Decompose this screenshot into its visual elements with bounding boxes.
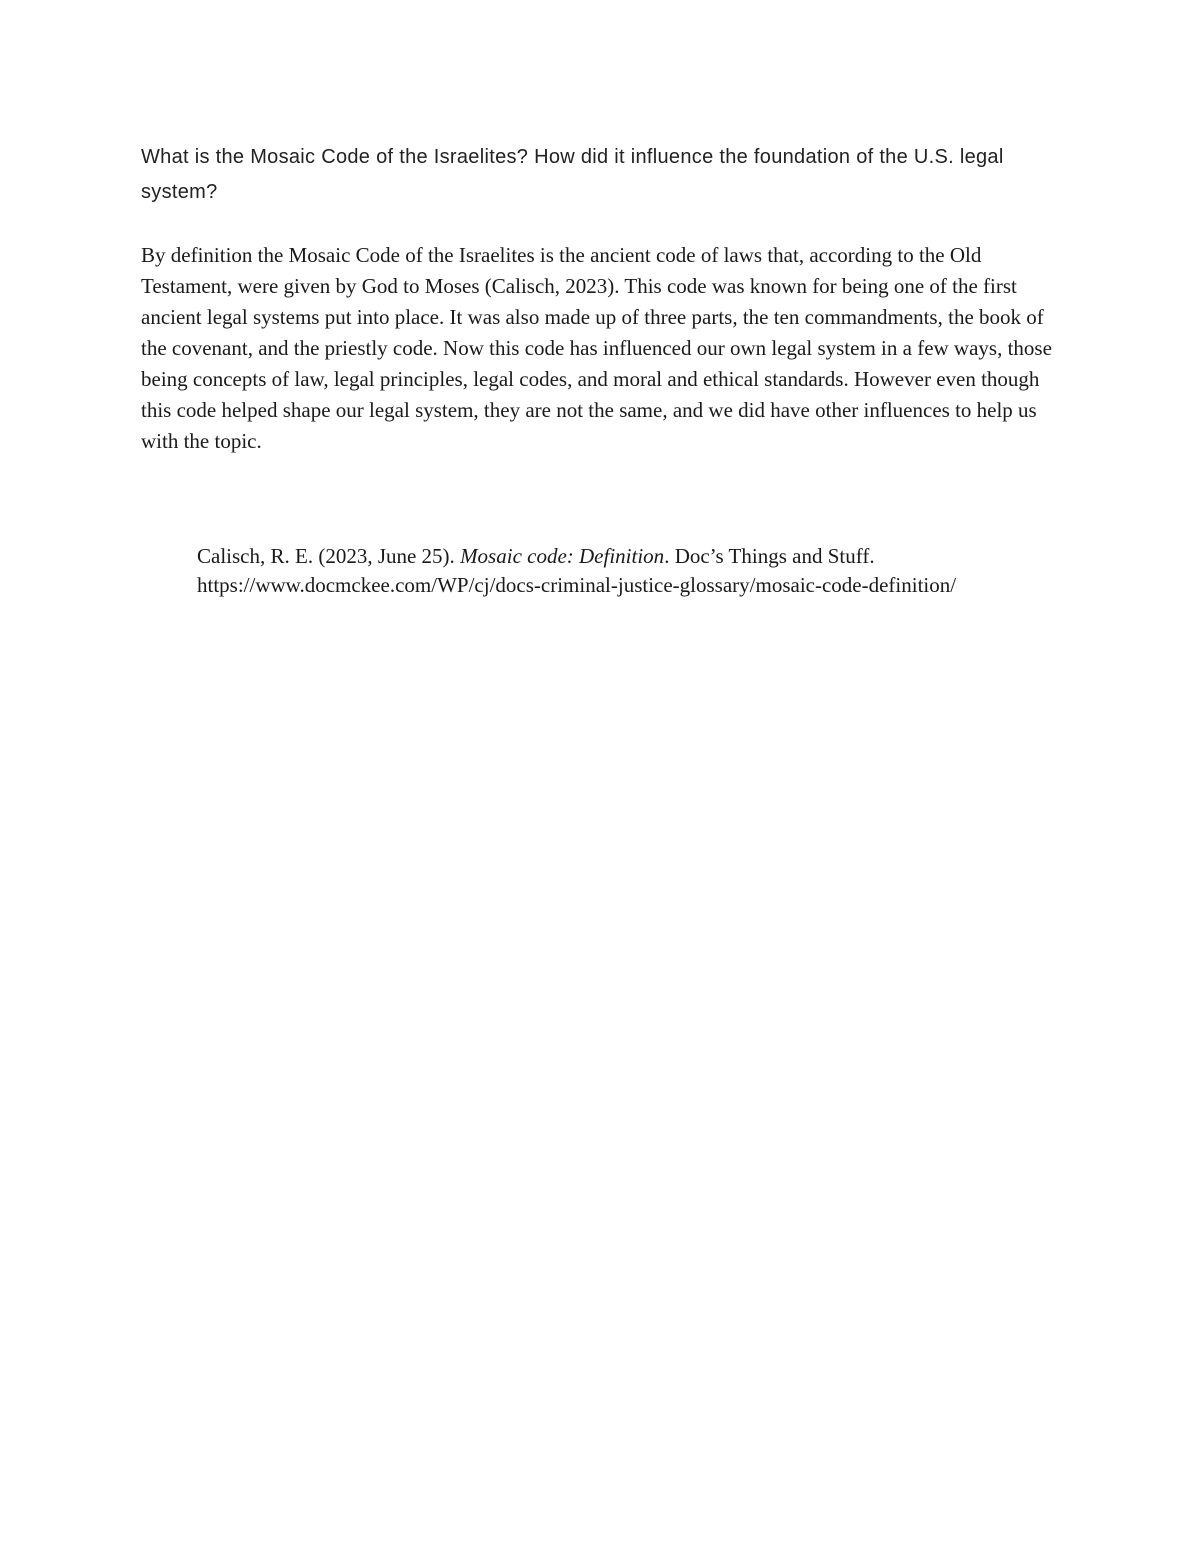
reference-title: Mosaic code: Definition — [460, 544, 665, 568]
question-text: What is the Mosaic Code of the Israelites? How did it influence the foundation of the U.S. legal system? — [141, 146, 1004, 203]
reference-entry — [197, 542, 1097, 600]
answer-paragraph: By definition the Mosaic Code of the Israelites is the ancient code of laws that, according to the Old Testament, were given by God to Moses (Calisch, 2023). This code was known for being one of the first ancient legal systems put into place. It was also made up of three parts, the ten commandments, the book of the covenant, and the priestly code. Now this code has influenced our own legal system in a few ways, those being concepts of law, legal principles, legal codes, and moral and ethical standards. However even though this code helped shape our legal system, they are not the same, and we did have other influences to help us with the topic. — [141, 243, 1052, 453]
reference-publisher: . Doc’s Things and Stuff. — [664, 544, 875, 568]
reference-url: https://www.docmckee.com/WP/cj/docs-criminal-justice-glossary/mosaic-code-definition/ — [197, 573, 957, 597]
reference-author-date: Calisch, R. E. (2023, June 25). — [197, 544, 461, 568]
